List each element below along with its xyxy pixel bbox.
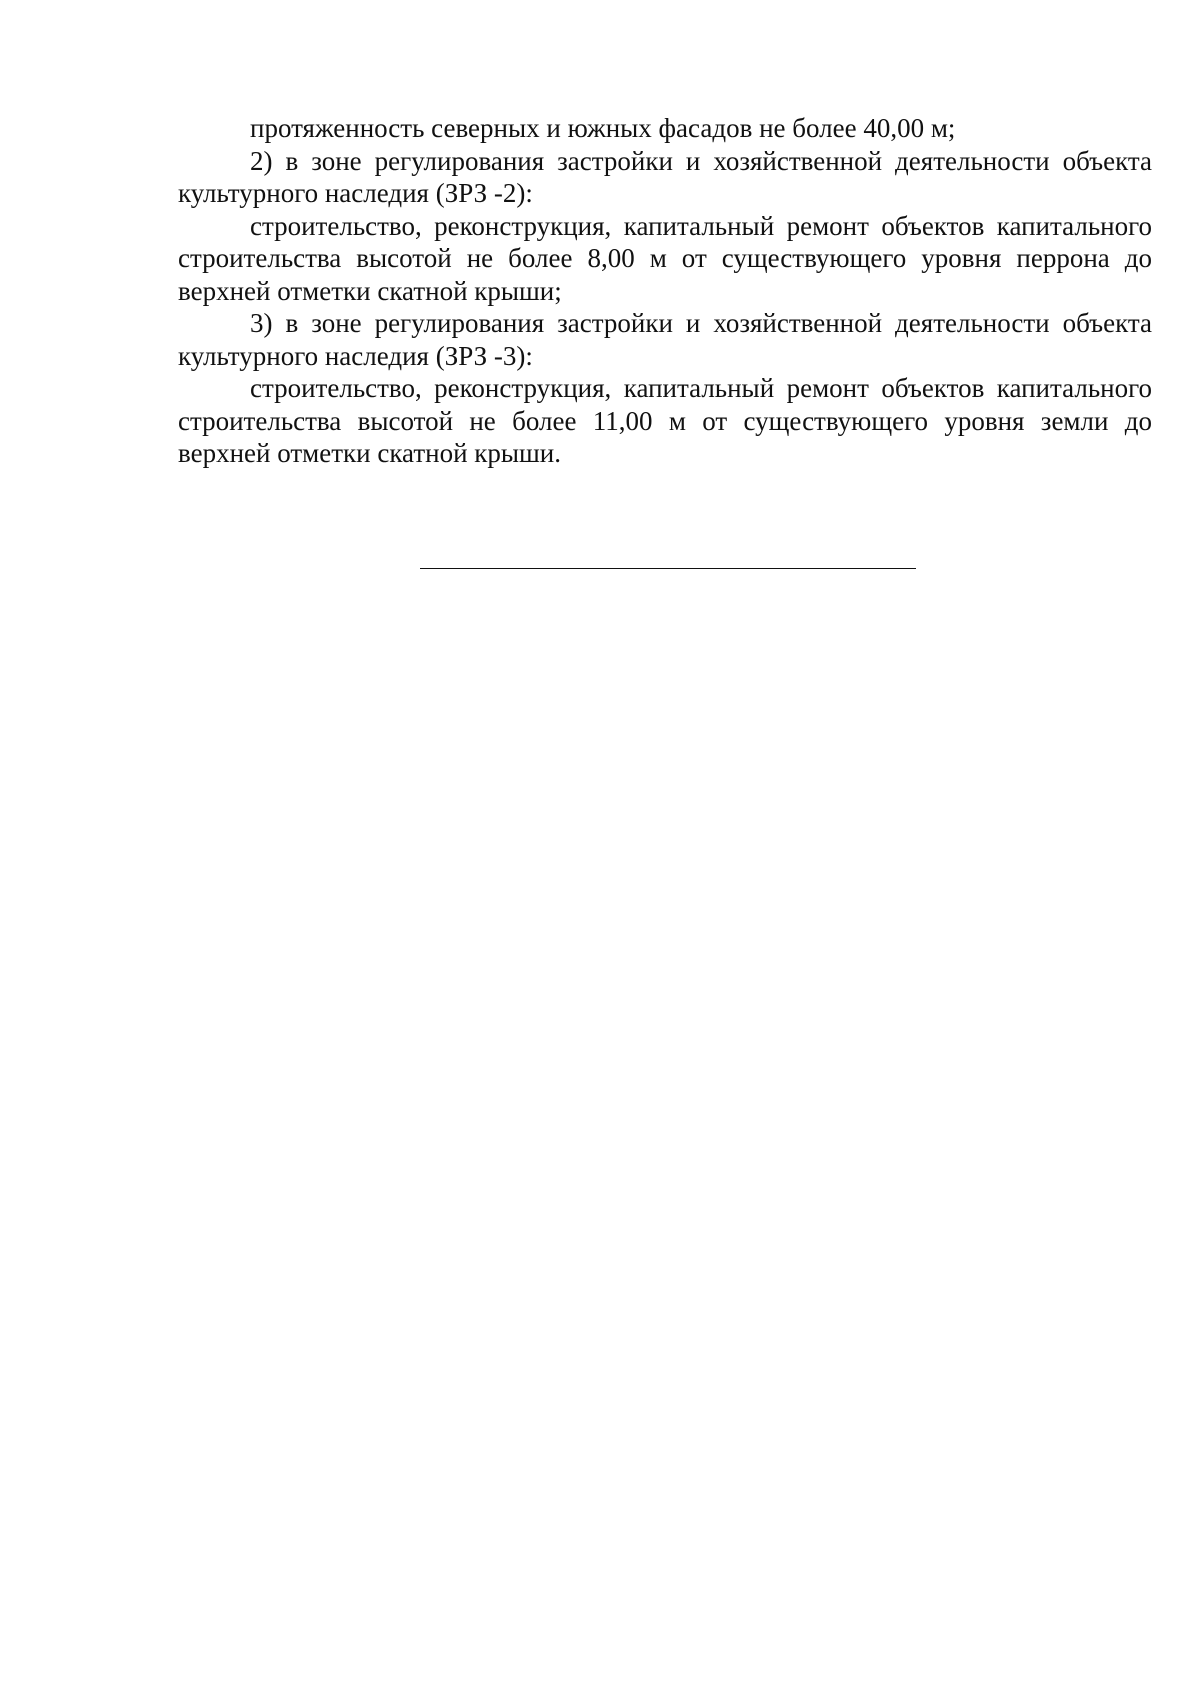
paragraph-facade-length: протяженность северных и южных фасадов не более 40,00 м; (250, 113, 956, 143)
document-body (178, 112, 1152, 470)
paragraph-zone-zrz-3: 3) в зоне регулирования застройки и хозяйственной деятельности объекта культурного наследия (ЗРЗ -3): (178, 308, 1152, 371)
paragraph-zrz-2-height-limit: строительство, реконструкция, капитальный ремонт объектов капитального строительства высотой не более 8,00 м от существующего уровня перрона до верхней отметки скатной крыши; (178, 210, 1152, 306)
paragraph-zrz-3-height-limit: строительство, реконструкция, капитальный ремонт объектов капитального строительства высотой не более 11,00 м от существующего уровня земли до верхней отметки скатной крыши. (178, 373, 1152, 468)
paragraph-zone-zrz-2: 2) в зоне регулирования застройки и хозяйственной деятельности объекта культурного наследия (ЗРЗ -2): (178, 145, 1152, 208)
end-divider-line (420, 568, 916, 569)
